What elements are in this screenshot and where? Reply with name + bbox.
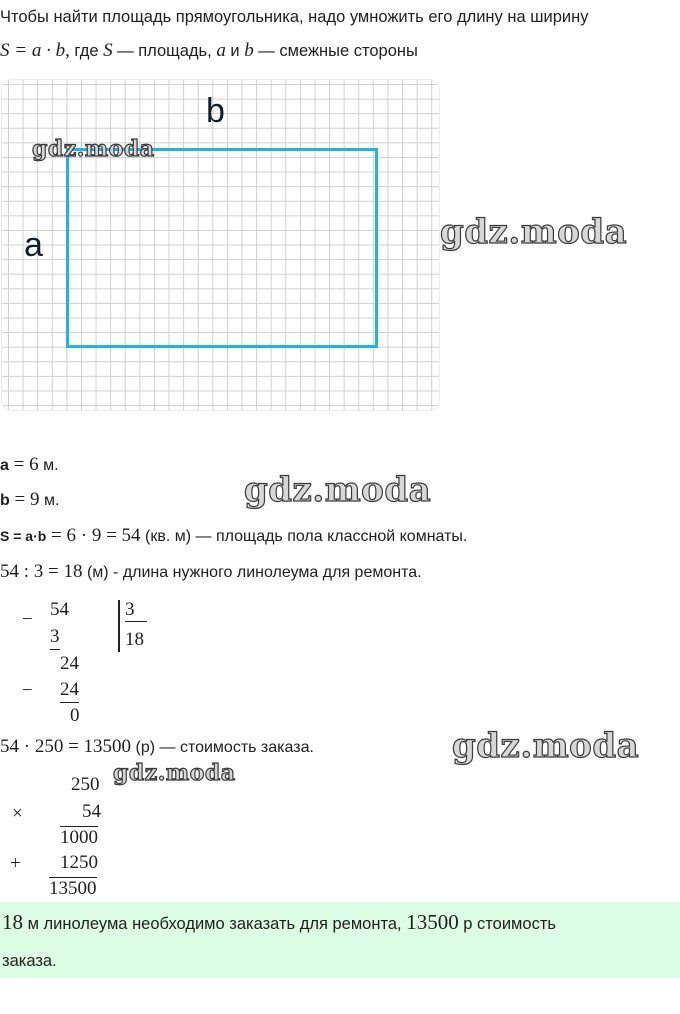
division-remainder-2: 0 [70, 705, 80, 726]
division-quotient: 18 [125, 629, 144, 650]
answer-line-2: заказа. [2, 952, 57, 970]
given-b-unit: м. [39, 492, 60, 509]
division-divisor: 3 [125, 599, 147, 622]
answer-box [0, 902, 680, 978]
mult-times: × [12, 803, 23, 824]
given-a [0, 454, 59, 476]
given-b [0, 489, 59, 511]
division-first-subtrahend: 3 [50, 626, 60, 650]
length-text: (м) - длина нужного линолеума для ремонта. [82, 564, 422, 581]
a-variable: a [216, 40, 226, 61]
mult-bottom: 54 [82, 801, 101, 822]
label-b: b [206, 92, 225, 130]
mult-plus: + [10, 853, 21, 874]
watermark-logo: gdz.moda [113, 760, 236, 786]
where-text: где [69, 42, 104, 60]
and-text: и [225, 42, 245, 60]
mult-result: 13500 [49, 878, 97, 899]
mult-top: 250 [71, 774, 100, 795]
division-bar [118, 600, 120, 652]
answer-num-1: 18 [2, 910, 23, 934]
answer-text-2: р стоимость [458, 915, 556, 933]
division-second-subtrahend: 24 [60, 679, 79, 703]
area-desc: — площадь, [112, 42, 217, 60]
area-line [0, 525, 467, 547]
division-remainder-1: 24 [60, 653, 79, 674]
answer-num-2: 13500 [406, 910, 459, 934]
mult-partial-1: 1000 [60, 827, 98, 848]
intro-line-1: Чтобы найти площадь прямоугольника, надо умножить его длину на ширину [0, 8, 589, 26]
division-minus-2: − [22, 680, 33, 701]
given-a-label: a [0, 457, 9, 474]
watermark-logo: gdz.moda [32, 136, 155, 162]
cost-calc: 54 · 250 = 13500 [0, 736, 132, 757]
area-label: S = a·b [0, 528, 47, 544]
intro-line-2 [0, 40, 418, 62]
area-formula: S = a · b, [0, 40, 70, 61]
cost-line [0, 736, 314, 758]
answer-line-1 [2, 910, 556, 935]
watermark-logo: gdz.moda [452, 726, 640, 766]
given-a-value: = 6 [8, 454, 39, 475]
label-a: a [24, 226, 43, 264]
division-minus-1: − [22, 609, 33, 630]
watermark-logo: gdz.moda [440, 212, 628, 252]
cost-text: (р) — стоимость заказа. [131, 739, 314, 756]
mult-partial-2: 1250 [60, 852, 98, 873]
area-text: (кв. м) — площадь пола классной комнаты. [140, 528, 468, 545]
s-variable: S [103, 40, 113, 61]
b-variable: b [244, 40, 254, 61]
answer-text-1: м линолеума необходимо заказать для ремонта, [23, 915, 407, 933]
given-a-unit: м. [38, 457, 59, 474]
watermark-logo: gdz.moda [244, 470, 432, 510]
length-line [0, 561, 422, 583]
given-b-label: b [0, 492, 10, 509]
area-calc: = 6 · 9 = 54 [46, 525, 141, 546]
given-b-value: = 9 [9, 489, 40, 510]
blue-rectangle [66, 148, 378, 348]
sides-desc: — смежные стороны [253, 42, 418, 60]
division-dividend: 54 [50, 599, 69, 620]
grid-figure [2, 80, 439, 410]
length-calc: 54 : 3 = 18 [0, 561, 83, 582]
